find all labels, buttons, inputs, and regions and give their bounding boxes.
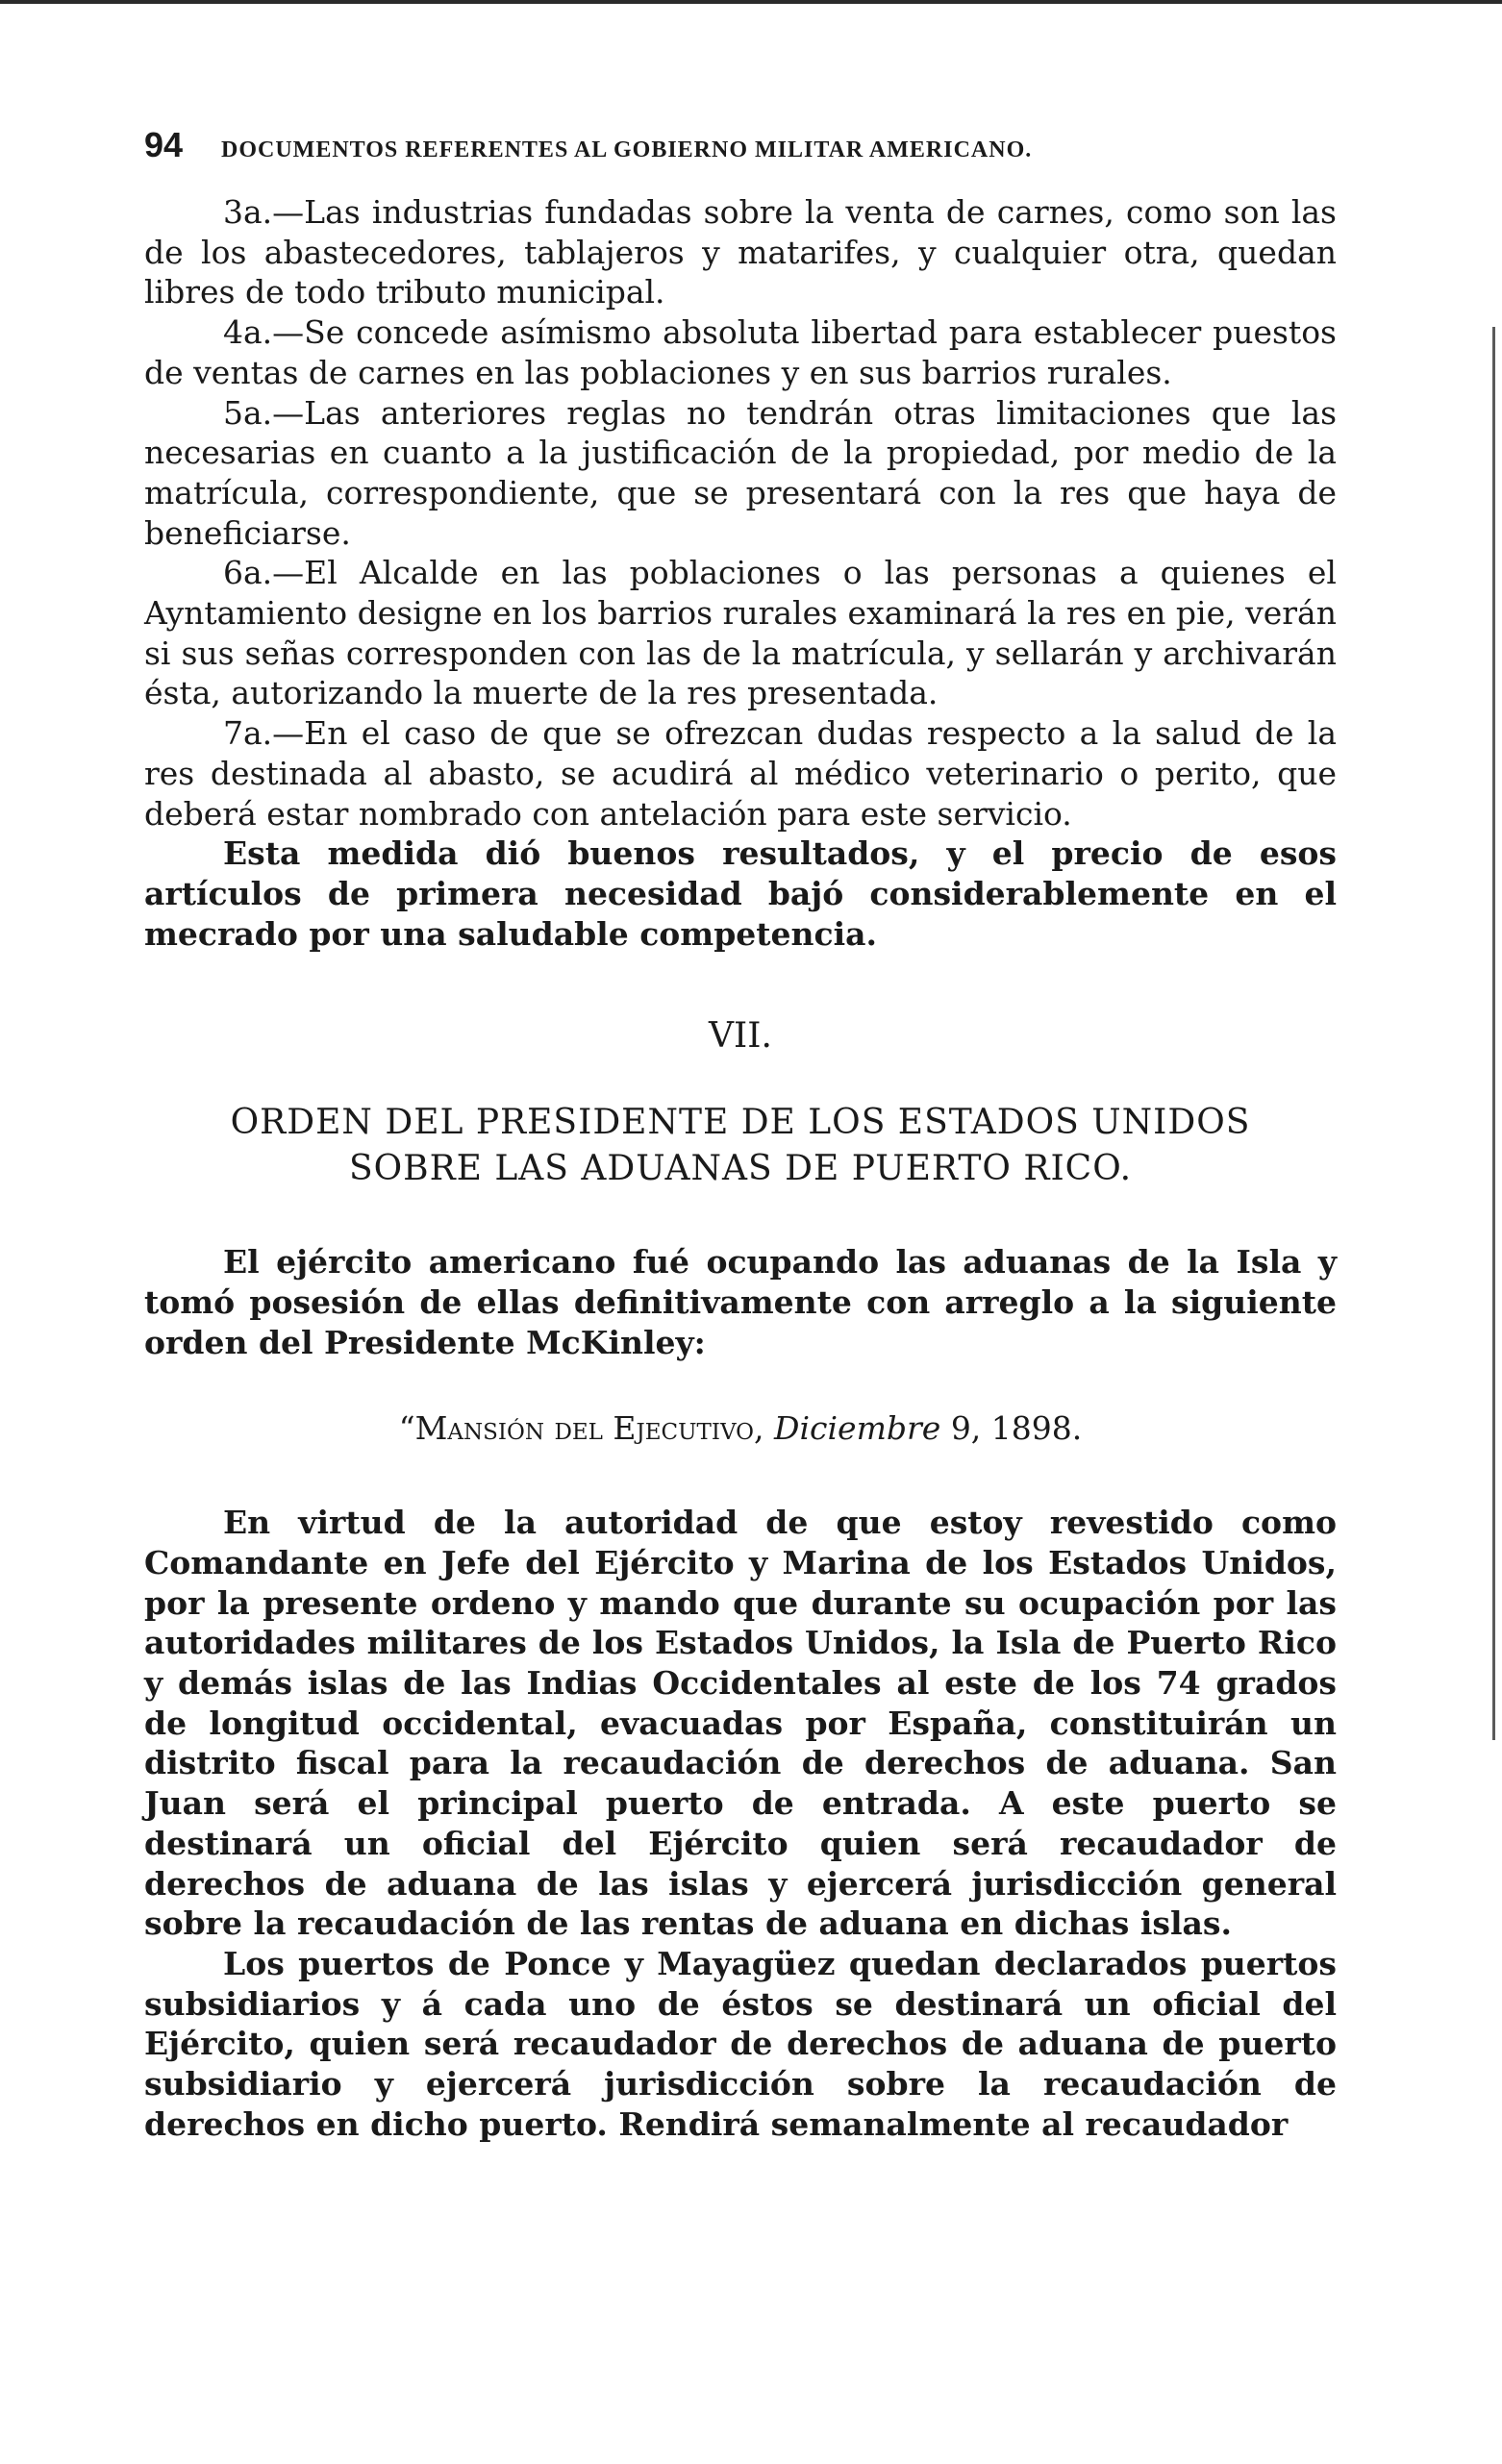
document-page	[144, 125, 1337, 2144]
order-paragraph-1: En virtud de la autoridad de que estoy revestido como Comandante en Jefe del Ejército y Marina de los Estados Unidos, por la presente ordeno y mando que durante su ocupación por las autoridades militares de los Estados Unidos, la Isla de Puerto Rico y demás islas de las Indias Occidentales al este de los 74 grados de longitud occidental, evacuadas por España, constituirán un distrito fiscal para la recaudación de derechos de aduana. San Juan será el principal puerto de entrada. A este puerto se destinará un oficial del Ejército quien será recaudador de derechos de aduana de las islas y ejercerá jurisdicción general sobre la recaudación de las rentas de aduana en dichas islas.	[144, 1504, 1337, 1943]
running-head	[144, 125, 1337, 165]
order-paragraph-2: Los puertos de Ponce y Mayagüez quedan declarados puertos subsidiarios y á cada uno de éstos se destinará un oficial del Ejército, quien será recaudador de derechos de aduana de puerto subsidiario y ejercerá jurisdicción sobre la recaudación de derechos en dicho puerto. Rendirá semanalmente al recaudador	[144, 1944, 1337, 2143]
dateline	[144, 1408, 1337, 1449]
intro-paragraph: El ejército americano fué ocupando las aduanas de la Isla y tomó posesión de ellas definitivamente con arreglo a la siguiente orden del Presidente McKinley:	[144, 1243, 1337, 1361]
top-edge-rule	[0, 0, 1502, 4]
section-title	[144, 1100, 1337, 1192]
section-number: VII.	[709, 1016, 772, 1057]
dateline-day-year: 9, 1898.	[950, 1409, 1083, 1448]
section-title-line-1: ORDEN DEL PRESIDENTE DE LOS ESTADOS UNIDOS	[230, 1103, 1251, 1143]
section-title-line-2: SOBRE LAS ADUANAS DE PUERTO RICO.	[348, 1149, 1133, 1189]
margin-rule	[1492, 327, 1495, 1740]
paragraph-rule-4: 4a.—Se concede asímismo absoluta libertad para establecer puestos de ventas de carnes en las poblaciones y en sus barrios rurales.	[144, 313, 1337, 391]
dateline-place: “Mansión del Ejecutivo,	[398, 1409, 764, 1448]
header-title: DOCUMENTOS REFERENTES AL GOBIERNO MILITAR AMERICANO.	[221, 137, 1033, 162]
dateline-date: Diciembre	[774, 1409, 941, 1448]
paragraph-rule-5: 5a.—Las anteriores reglas no tendrán otras limitaciones que las necesarias en cuanto a la justificación de la propiedad, por medio de la matrícula, correspondiente, que se presentará con la res que haya de beneficiarse.	[144, 393, 1337, 552]
paragraph-rule-6: 6a.—El Alcalde en las poblaciones o las personas a quienes el Ayntamiento designe en los barrios rurales examinará la res en pie, verán si sus señas corresponden con las de la matrícula, y sellarán y archivarán ésta, autorizando la muerte de la res presentada.	[144, 554, 1337, 712]
paragraph-rule-7: 7a.—En el caso de que se ofrezcan dudas respecto a la salud de la res destinada al abasto, se acudirá al médico veterinario o perito, que deberá estar nombrado con antelación para este servicio.	[144, 714, 1337, 833]
paragraph-rule-3: 3a.—Las industrias fundadas sobre la venta de carnes, como son las de los abastecedores, tablajeros y matarifes, y cualquier otra, quedan libres de todo tributo municipal.	[144, 193, 1337, 311]
paragraph-result: Esta medida dió buenos resultados, y el precio de esos artículos de primera necesidad bajó considerablemente en el mecrado por una saludable competencia.	[144, 834, 1337, 953]
page-number: 94	[144, 125, 184, 164]
